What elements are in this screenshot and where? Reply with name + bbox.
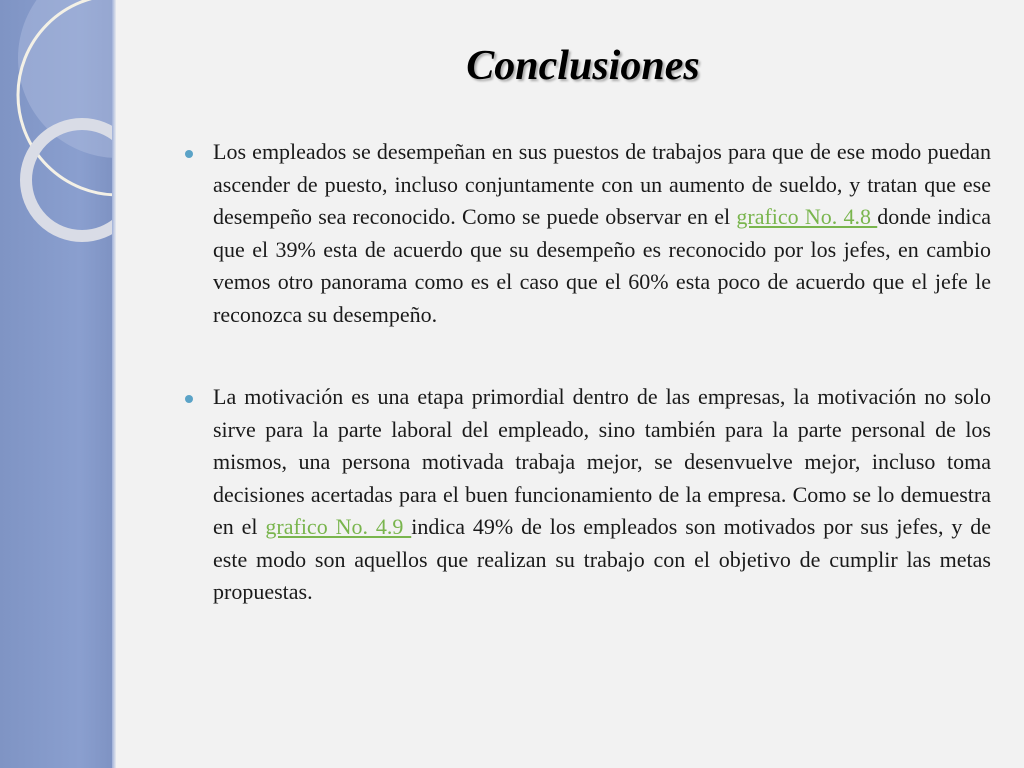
bullet-text bbox=[213, 136, 991, 331]
bullet-list bbox=[185, 136, 991, 609]
bullet-icon bbox=[185, 150, 193, 158]
chart-link-4-8[interactable]: grafico No. 4.8 bbox=[736, 204, 878, 229]
bullet-text-before: La motivación es una etapa primordial dentro de las empresas, la motivación no solo sirve para la parte laboral del empleado, sino también para la parte personal de los mismos, una persona motivada trabaja mejor, se desenvuelve mejor, incluso toma decisiones acertadas para el buen funcionamiento de la empresa. Como se lo demuestra en el bbox=[213, 384, 991, 539]
bullet-icon bbox=[185, 395, 193, 403]
page-title: Conclusiones bbox=[466, 43, 700, 89]
decorative-rings bbox=[0, 0, 114, 768]
bullet-item-motivation bbox=[185, 381, 991, 609]
chart-link-4-9[interactable]: grafico No. 4.9 bbox=[265, 514, 412, 539]
bullet-text-after: indica 49% de los empleados son motivados por sus jefes, y de este modo son aquellos que realizan su trabajo con el objetivo de cumplir las metas propuestas. bbox=[213, 514, 991, 604]
side-decoration-panel bbox=[0, 0, 114, 768]
bullet-text-after: donde indica que el 39% esta de acuerdo que su desempeño es reconocido por los jefes, en cambio vemos otro panorama como es el caso que el 60% esta poco de acuerdo que el jefe le reconozca su desempeño. bbox=[213, 204, 991, 327]
bullet-text bbox=[213, 381, 991, 609]
bullet-item-performance bbox=[185, 136, 991, 331]
bullet-text-before: Los empleados se desempeñan en sus puestos de trabajos para que de ese modo puedan ascender de puesto, incluso conjuntamente con un aumento de sueldo, y tratan que ese desempeño sea reconocido. Como se puede observar en el bbox=[213, 139, 991, 229]
side-panel-edge bbox=[112, 0, 116, 768]
